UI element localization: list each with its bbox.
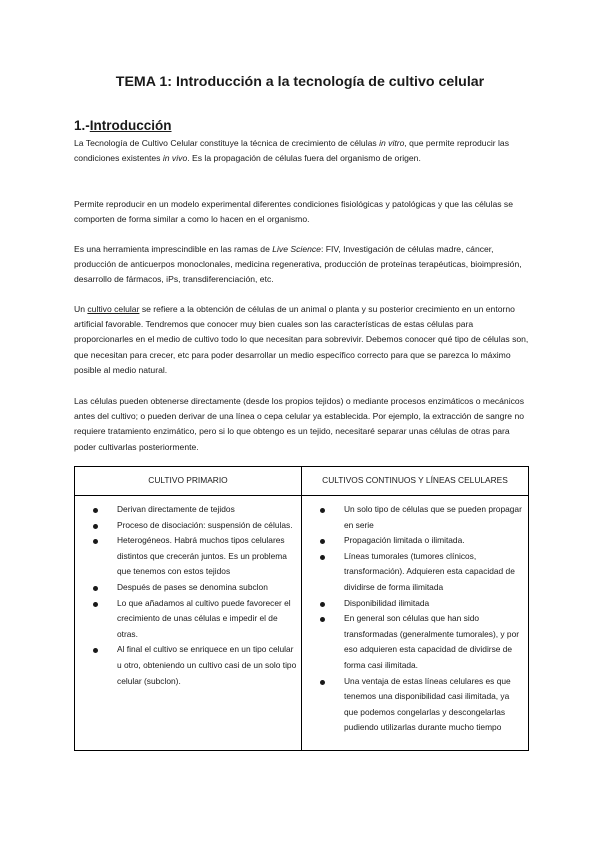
list-item (302, 611, 524, 673)
text-run: Un (74, 304, 88, 314)
list-item (75, 533, 297, 580)
list-item-text: Propagación limitada o ilimitada. (344, 535, 465, 546)
list-item-text: Heterogéneos. Habrá muchos tipos celulares distintos que crecerán juntos. Es un problema que tenemos con estos tejidos (117, 535, 287, 577)
bullet-icon (93, 648, 98, 653)
paragraph-model: Permite reproducir en un modelo experimental diferentes condiciones fisiológicas y patológicas y que las células se comporten de forma similar a como lo hacen en el organismo. (74, 199, 513, 225)
list-item-text: Un solo tipo de células que se pueden propagar en serie (344, 504, 522, 530)
paragraph-definition (74, 136, 530, 166)
header-cultivos-continuos: CULTIVOS CONTINUOS Y LÍNEAS CELULARES (302, 467, 529, 496)
list-item-text: Una ventaja de estas líneas celulares es que tenemos una disponibilidad casi ilimitada, ya que podemos congelarlas y descongelarlas pudiendo utilizarlas durante mucho tiempo (344, 675, 511, 733)
text-run: . Es la propagación de células fuera del organismo de origen. (187, 153, 421, 164)
paragraph-cultivo-celular (74, 302, 530, 378)
list-item-text: Lo que añadamos al cultivo puede favorecer el crecimiento de unas células e impedir el de otras. (117, 597, 291, 639)
list-item (302, 502, 524, 533)
bullet-icon (320, 680, 325, 685)
list-item-text: Proceso de disociación: suspensión de células. (117, 519, 293, 530)
bullet-icon (93, 508, 98, 513)
bullet-icon (93, 524, 98, 529)
table-header-row (75, 467, 529, 496)
list-item-text: Después de pases se denomina subclon (117, 581, 268, 592)
italic-term: Live Science (272, 244, 321, 254)
paragraph-applications (74, 242, 530, 288)
cell-cultivo-primario (75, 496, 302, 751)
list-item (302, 533, 524, 549)
text-run: : FIV, Investigación de células madre, cáncer, producción de anticuerpos monoclonales, medicina regenerativa, producción de proteínas terapéuticas, bioimpresión, desarrollo de fármacos, iPs, transdiferenciación, etc. (74, 244, 522, 285)
list-item-text: Líneas tumorales (tumores clínicos, transformación). Adquieren esta capacidad de dividirse de forma ilimitada (344, 550, 515, 592)
section-number: 1.- (74, 118, 90, 133)
cell-cultivos-continuos (302, 496, 529, 751)
section-heading (74, 118, 172, 133)
header-cultivo-primario: CULTIVO PRIMARIO (75, 467, 302, 496)
bullet-icon (93, 586, 98, 591)
list-item (302, 596, 524, 612)
list-item (75, 518, 297, 534)
table-row (75, 496, 529, 751)
bullet-icon (93, 602, 98, 607)
text-run: se refiere a la obtención de células de un animal o planta y su posterior crecimiento en un entorno artificial favorable. Tendremos que conocer muy bien cuales son las características de estas células para proporcionarles en el medio de cultivo todo lo que necesitan para sobrevivir. Debemos conocer qué tipo de células son, que necesitan para crecer, etc para poder desarrollar un medio específico correcto para que se parezca lo máximo posible al medio natural. (74, 304, 529, 375)
list-item (302, 674, 524, 736)
list-item (75, 580, 297, 596)
text-run: Es una herramienta imprescindible en las ramas de (74, 244, 273, 254)
list-item-text: Derivan directamente de tejidos (117, 504, 235, 514)
comparison-table (74, 466, 529, 751)
list-item-text: Disponibilidad ilimitada (344, 597, 430, 608)
italic-term: in vitro (379, 138, 405, 148)
text-run: La Tecnología de Cultivo Celular constituye la técnica de crecimiento de células (74, 138, 380, 148)
underlined-term: cultivo celular (87, 304, 140, 314)
bullet-icon (93, 539, 98, 544)
bullet-icon (320, 617, 325, 622)
list-item (75, 642, 297, 689)
list-item (75, 596, 297, 643)
document-title: TEMA 1: Introducción a la tecnología de cultivo celular (115, 74, 485, 90)
list-item (75, 502, 297, 518)
bullet-icon (320, 539, 325, 544)
paragraph-obtencion: Las células pueden obtenerse directamente (desde los propios tejidos) o mediante procesos enzimáticos o mecánicos antes del cultivo; o pueden derivar de una línea o cepa celular ya establecida. Por ejemplo, la extracción de sangre no requiere tratamiento enzimático, pero si lo que obtengo es un tejido, necesitaré separar unas células de otras para poder cultivarlas posteriormente. (74, 396, 525, 452)
bullet-list (75, 502, 297, 689)
bullet-icon (320, 555, 325, 560)
list-item-text: En general son células que han sido transformadas (generalmente tumorales), y por eso adquieren esta capacidad de dividirse de forma casi ilimitada. (344, 613, 520, 670)
bullet-icon (320, 508, 325, 513)
list-item (302, 549, 524, 596)
text-run: , que permite reproducir las condiciones existentes (74, 138, 510, 164)
bullet-list (302, 502, 524, 736)
section-title: Introducción (89, 118, 172, 133)
italic-term: in vivo (162, 153, 188, 164)
list-item-text: Al final el cultivo se enriquece en un tipo celular u otro, obteniendo un cultivo casi de un solo tipo celular (subclon). (117, 644, 297, 686)
bullet-icon (320, 602, 325, 607)
